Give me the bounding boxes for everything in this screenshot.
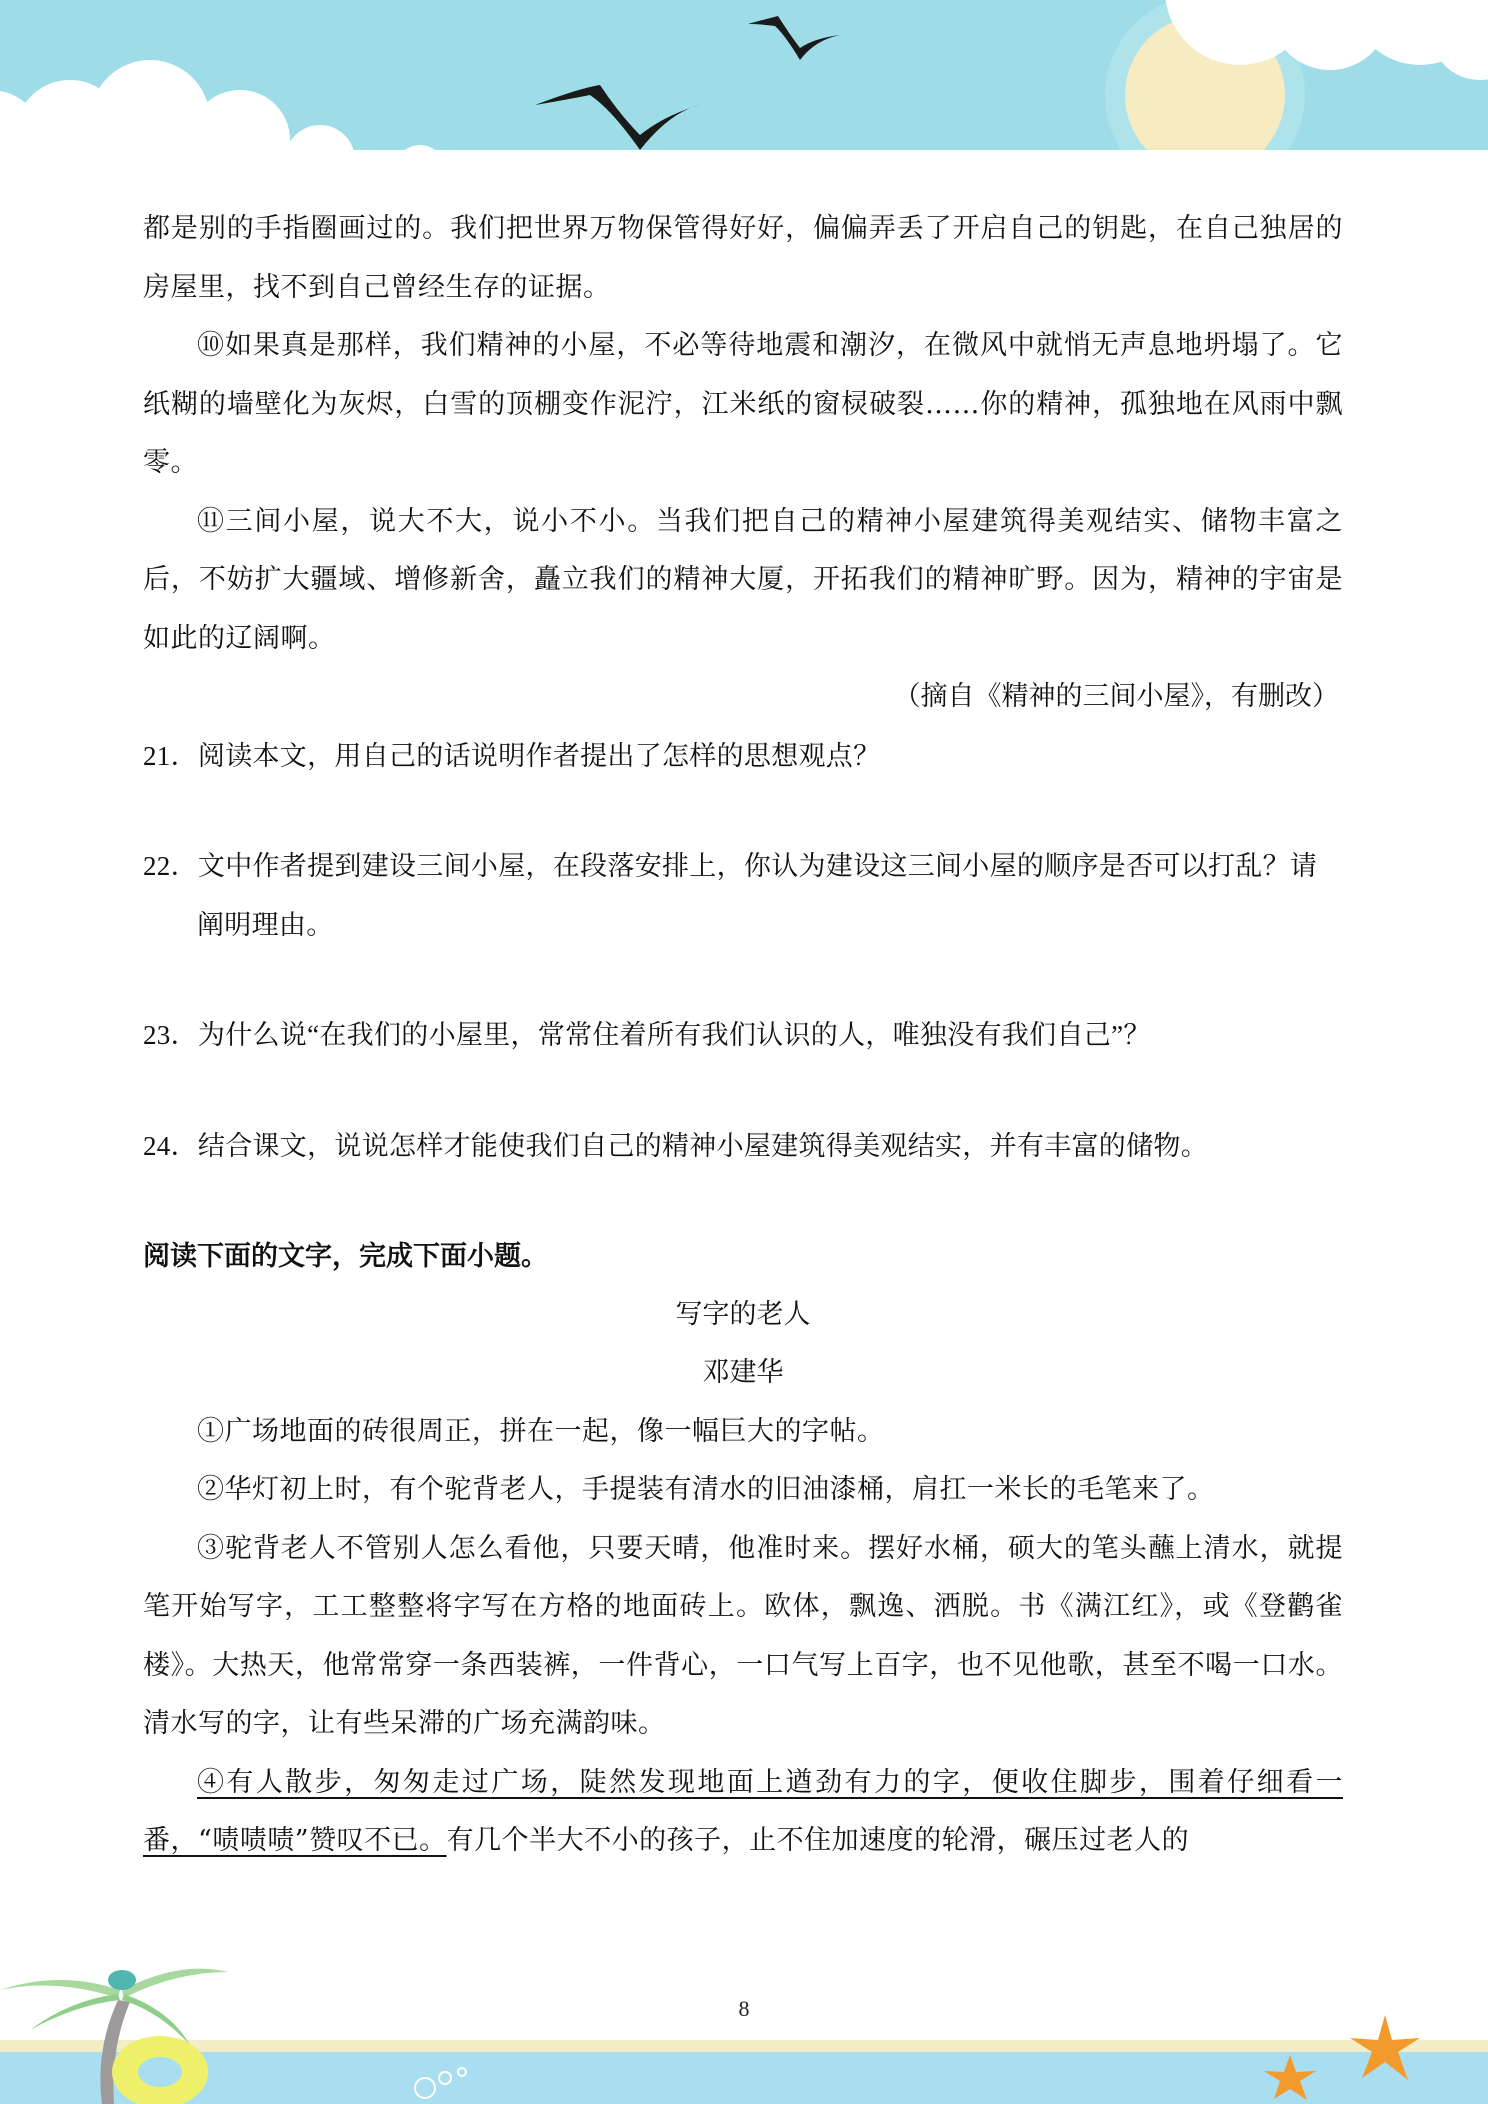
question-23: 23．为什么说“在我们的小屋里，常常住着所有我们认识的人，唯独没有我们自己”？ — [143, 1020, 1151, 1050]
section-instruction: 阅读下面的文字，完成下面小题。 — [143, 1241, 548, 1271]
paragraph-10: ⑩如果真是那样，我们精神的小屋，不必等待地震和潮汐，在微风中就悄无声息地坍塌了。它纸糊的墙壁化为灰烬，白雪的顶棚变作泥泞，江米纸的窗棂破裂……你的精神，孤独地在风雨中飘零。 — [143, 330, 1343, 478]
source-citation: （摘自《精神的三间小屋》，有删改） — [893, 681, 1339, 712]
bottom-banner-decoration — [0, 1900, 1488, 2104]
question-24: 24．结合课文，说说怎样才能使我们自己的精神小屋建筑得美观结实，并有丰富的储物。 — [143, 1130, 1208, 1161]
paragraph-2: ②华灯初上时，有个驼背老人，手提装有清水的旧油漆桶，肩扛一米长的毛笔来了。 — [197, 1474, 1215, 1505]
paragraph-4 — [143, 1754, 1343, 1871]
article-title: 写字的老人 — [675, 1298, 811, 1330]
paragraph-11: ⑪三间小屋，说大不大，说小不小。当我们把自己的精神小屋建筑得美观结实、储物丰富之后，不妨扩大疆域、增修新舍，矗立我们的精神大厦，开拓我们的精神旷野。因为，精神的宇宙是如此的辽阔啊。 — [143, 505, 1343, 654]
paragraph-1: ①广场地面的砖很周正，拼在一起，像一幅巨大的字帖。 — [197, 1415, 885, 1447]
page-number: 8 — [738, 1996, 750, 2021]
question-22: 22．文中作者提到建设三间小屋，在段落安排上，你认为建设这三间小屋的顺序是否可以打乱？请阐明理由。 — [143, 851, 1318, 940]
page-content — [143, 200, 1343, 1871]
paragraph-4-rest: 有几个半大不小的孩子，止不住加速度的轮滑，碾压过老人的 — [446, 1825, 1190, 1856]
paragraph-3: ③驼背老人不管别人怎么看他，只要天晴，他准时来。摆好水桶，硕大的笔头蘸上清水，就提笔开始写字，工工整整将字写在方格的地面砖上。欧体，飘逸、洒脱。书《满江红》，或《登鹳雀楼》。大热天，他常常穿一条西装裤，一件背心，一口气写上百字，也不见他歌，甚至不喝一口水。清水写的字，让有些呆滞的广场充满韵味。 — [143, 1532, 1343, 1739]
article-author: 邓建华 — [702, 1357, 784, 1388]
question-21: 21．阅读本文，用自己的话说明作者提出了怎样的思想观点？ — [143, 740, 881, 771]
paragraph-continued: 都是别的手指圈画过的。我们把世界万物保管得好好，偏偏弄丢了开启自己的钥匙，在自己独居的房屋里，找不到自己曾经生存的证据。 — [143, 213, 1343, 303]
top-banner-decoration — [0, 0, 1488, 170]
underlined-sentence: ④有人散步，匆匆走过广场，陡然发现地面上遒劲有力的字，便收住脚步，围着仔细看一番，“啧啧啧”赞叹不已。 — [143, 1766, 1343, 1856]
